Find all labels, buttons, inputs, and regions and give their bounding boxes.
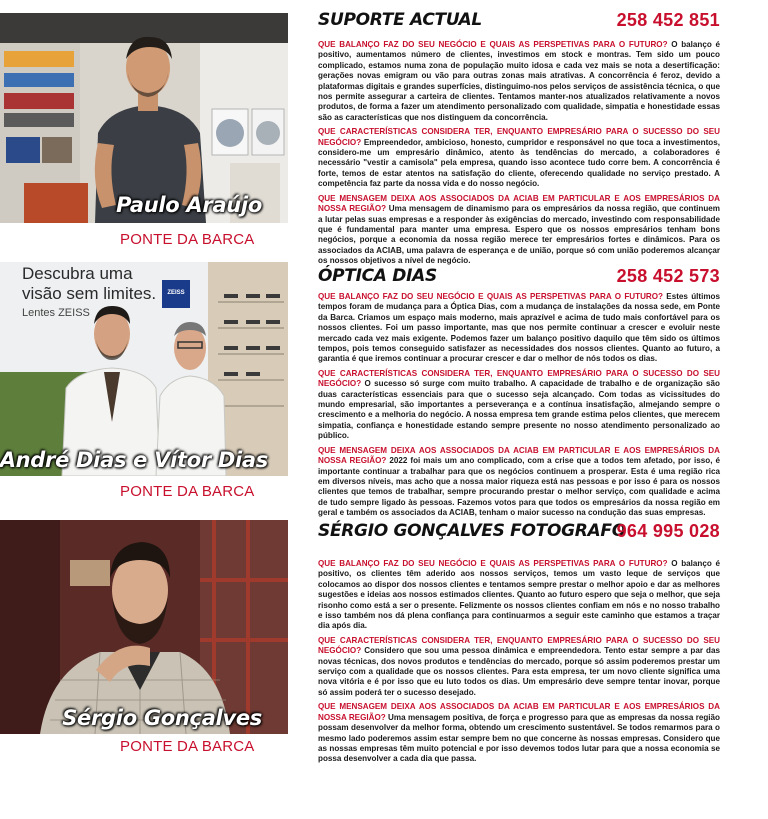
answer: O balanço é positivo, os clientes têm aderido aos nossos serviços, temos um vasto leque de serviços que colocamos ao dispor dos nossos clientes e tentamos sempre prestar o melhor apoio e dar as melhores sugestões e ideias aos nossos estimados clientes. Quanto ao futuro espero que seja o melhor, que seja risonho como está a ser o presente. Felizmente os nossos clientes confiam em nós e no nosso trabalho e isso também nos dá plena confiança para continuarmos a seguir este caminho que estamos a traçar dia após dia. xyxy=(318,559,720,631)
answer: O sucesso só surge com muito trabalho. A capacidade de trabalho e de organização são duas características essenciais para que o sucesso seja alcançado. Com todas as vicissitudes do mundo empresarial, são importantes a perseverança e a contínua insatisfação, almejando sempre o crescimento e a melhoria do negócio. A nossa empresa tem grande estima pelos clientes, que merecem simpatia, confiança e honestidade estando sempre presente no nosso atendimento personalizado ao público. xyxy=(318,379,720,441)
answer: Uma mensagem de dinamismo para os empresários da nossa região, que continuem a lutar pelas suas empresas e a responder às exigências do mercado, investindo com responsabilidade que é fundamental para manter uma empresa. Espero que os nossos empresários tenham bons negócios, porque a economia da nossa região merece ter empresários fortes e dinâmicos. Para os associados da ACIAB, uma palavra de esperança e de união, porque só com união poderemos alcançar os nossos objetivos a nível de negócio. xyxy=(318,204,720,266)
business-header xyxy=(318,10,720,34)
qa-item xyxy=(318,636,720,698)
business-section-optica-dias xyxy=(318,266,720,523)
qa-item xyxy=(318,446,720,519)
question: QUE MENSAGEM DEIXA AOS ASSOCIADOS DA ACIAB EM PARTICULAR E AOS EMPRESÁRIOS DA NOSSA REGIÃO? xyxy=(318,445,720,466)
business-section-sergio-goncalves xyxy=(318,521,720,769)
question: QUE CARACTERÍSTICAS CONSIDERA TER, ENQUANTO EMPRESÁRIO PARA O SUCESSO DO SEU NEGÓCIO? xyxy=(318,127,720,147)
qa-item xyxy=(318,292,720,365)
qa-item xyxy=(318,40,720,123)
person-name: André Dias e Vítor Dias xyxy=(0,448,268,472)
portrait-illustration xyxy=(0,520,288,734)
promo-sign-line3: Lentes ZEISS xyxy=(22,307,90,319)
business-header xyxy=(318,521,720,545)
zeiss-logo: ZEISS xyxy=(167,290,185,296)
promo-sign-line1: Descubra uma xyxy=(22,264,133,283)
person-name: Sérgio Gonçalves xyxy=(62,706,262,730)
business-phone: 258 452 851 xyxy=(616,10,720,30)
interview-text xyxy=(318,292,720,519)
business-name: SUPORTE ACTUAL xyxy=(318,10,482,30)
business-name: SÉRGIO GONÇALVES FOTOGRAFO xyxy=(318,521,626,541)
location-label: PONTE DA BARCA xyxy=(120,231,255,248)
interview-text xyxy=(318,559,720,765)
business-phone: 258 452 573 xyxy=(616,266,720,286)
person-name: Paulo Araújo xyxy=(116,193,262,217)
promo-sign-line2: visão sem limites. xyxy=(22,284,157,303)
photo-andre-vitor-dias xyxy=(0,262,288,476)
answer: O balanço é positivo, aumentamos número de clientes, investimos em stock e montras. Tem sido um pouco complicado, estamos numa zona de população muito idosa e cada vez mais se nota a desertificação: gerações novas emigram ou vão para outras zonas mais atrativas. A concorrência é feroz, devido a plataformas digitais e grandes superfícies, distinguimo-nos pelos serviços de assistência técnica, o que nos permite assegurar a carteira de clientes. Tentamos manter-nos atualizados relativamente a novos produtos, de forma a fazer um atendimento personalizado com qualidade, simpatia e honestidade essas são as características que nos distinguem da concorrência. xyxy=(318,40,720,122)
answer: Estes últimos tempos foram de mudança para a Óptica Dias, com a mudança de instalações da nossa sede, em Ponte da Barca. Criamos um espaço mais moderno, mais aprazível e acima de tudo mais confortável para os nossos clientes. Foi um passo importante, mas que nos permite continuar a crescer e evoluir neste mercado cada vez mais exigente. Podemos fazer um balanço positivo daquilo que têm sido os últimos tempos, pois temos conseguido satisfazer as necessidades dos nossos clientes. Quanto ao futuro, a garantia é que iremos continuar a procurar crescer e dar o melhor de nós todos os dias. xyxy=(318,292,720,364)
interview-text xyxy=(318,40,720,267)
answer: 2022 foi mais um ano complicado, com a crise que a todos tem afetado, por isso, é importante continuar a trabalhar para que os negócios continuem a prosperar. Esta é uma região rica em diversos níveis, mas acho que a nossa maior riqueza está nas pessoas e por isso é para os nossos clientes que temos de trabalhar, sempre procurando prestar o melhor serviço, com qualidade e acima de tudo sempre ligado às pessoas. Fazemos votos para que todos os empresários da nossa região em geral e também os associados da ACIAB, tenham o maior sucesso na condução das suas empresas. xyxy=(318,456,720,518)
question: QUE CARACTERÍSTICAS CONSIDERA TER, ENQUANTO EMPRESÁRIO PARA O SUCESSO DO SEU NEGÓCIO? xyxy=(318,368,720,389)
question: QUE CARACTERÍSTICAS CONSIDERA TER, ENQUANTO EMPRESÁRIO PARA O SUCESSO DO SEU NEGÓCIO? xyxy=(318,635,720,656)
store-photo-illustration xyxy=(0,13,288,223)
qa-item xyxy=(318,702,720,764)
answer: Uma mensagem positiva, de força e progresso para que as empresas da nossa região possam desenvolver da melhor forma, obtendo um crescimento sustentável. Se todos remarmos para o mesmo lado poderemos assim estar sempre bem no que concerne às nossas empresas. Considero que as nossas empresas têm muito potencial e por isso devemos todos lutar para que a nossa economia se possa desenvolver a cada dia que passa. xyxy=(318,712,720,764)
question: QUE MENSAGEM DEIXA AOS ASSOCIADOS DA ACIAB EM PARTICULAR E AOS EMPRESÁRIOS DA NOSSA REGIÃO? xyxy=(318,702,720,722)
business-name: ÓPTICA DIAS xyxy=(318,266,437,286)
question: QUE MENSAGEM DEIXA AOS ASSOCIADOS DA ACIAB EM PARTICULAR E AOS EMPRESÁRIOS DA NOSSA REGIÃO? xyxy=(318,193,720,214)
location-label: PONTE DA BARCA xyxy=(120,483,255,500)
answer: Considero que sou uma pessoa dinâmica e empreendedora. Tento estar sempre a par das novas técnicas, dos novos produtos e tendências do mercado, porque só assim poderemos prestar um serviço com a qualidade que os nossos clientes. Para esta empresa, ter um novo cliente significa uma nova vitória e é por isso que eu luto todos os dias. Um empresário deve sempre tentar inovar, porque só assim poderá ter o sucesso desejado. xyxy=(318,646,720,697)
photo-sergio-goncalves xyxy=(0,520,288,734)
business-header xyxy=(318,266,720,290)
qa-item xyxy=(318,194,720,267)
qa-item xyxy=(318,127,720,189)
question: QUE BALANÇO FAZ DO SEU NEGÓCIO E QUAIS AS PERSPETIVAS PARA O FUTURO? xyxy=(318,292,663,301)
business-phone: 964 995 028 xyxy=(616,521,720,541)
answer: Empreendedor, ambicioso, honesto, cumpridor e responsável no que toca a investimentos, considero-me um empresário dinâmico, atento às tendências do mercado, a colaboradores é necessário "vestir a camisola" pela empresa, quando isso acontece tudo corre bem. A concorrência é forte, temos de estar atentos na satisfação do cliente, oferecendo qualidade no serviço prestado. A competência faz parte da nossa vida e do nosso negócio. xyxy=(318,137,720,189)
business-section-suporte-actual xyxy=(318,10,720,271)
question: QUE BALANÇO FAZ DO SEU NEGÓCIO E QUAIS AS PERSPETIVAS PARA O FUTURO? xyxy=(318,40,668,49)
photo-paulo-araujo xyxy=(0,13,288,223)
question: QUE BALANÇO FAZ DO SEU NEGÓCIO E QUAIS AS PERSPETIVAS PARA O FUTURO? xyxy=(318,559,668,568)
qa-item xyxy=(318,559,720,632)
qa-item xyxy=(318,369,720,442)
location-label: PONTE DA BARCA xyxy=(120,738,255,755)
